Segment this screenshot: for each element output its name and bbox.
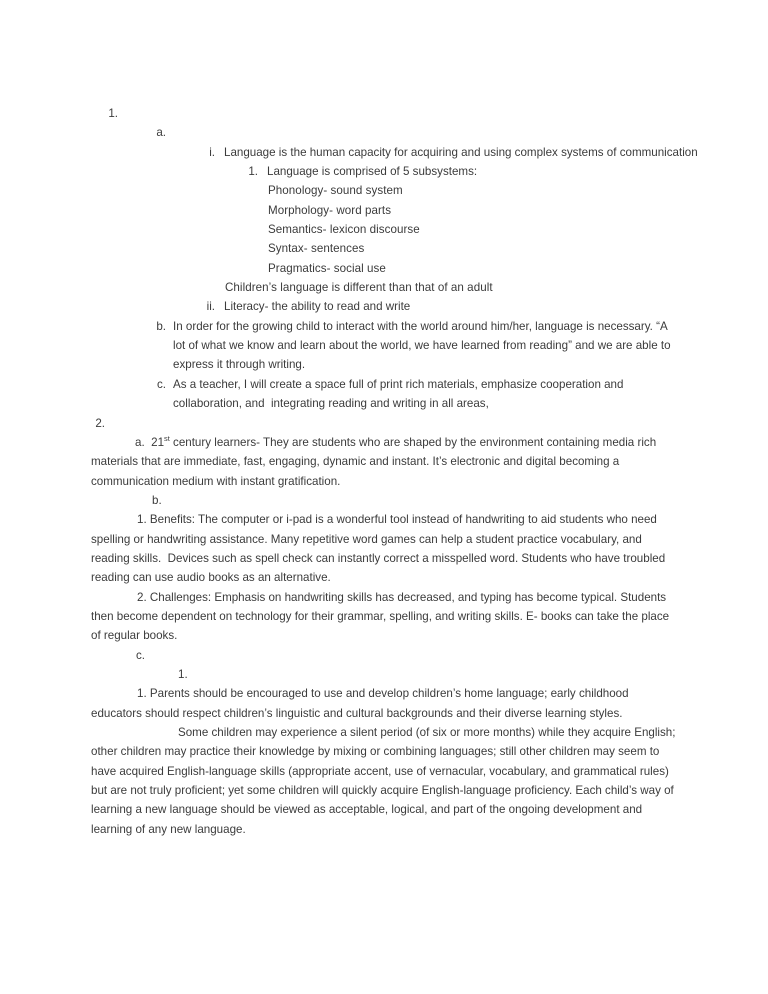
- outline-marker-2c: c.: [136, 648, 146, 662]
- outline-marker-1a-i-1: 1.: [248, 165, 258, 179]
- outline-item-1b: [152, 317, 768, 375]
- subsystem-morphology: Morphology- word parts: [268, 203, 392, 217]
- subsystem-phonology: Phonology- sound system: [268, 184, 403, 198]
- outline-item-1a: [152, 123, 768, 142]
- outline-marker-1a: a.: [156, 126, 166, 140]
- childrens-language-note: Children’s language is different than that of an adult: [225, 281, 493, 295]
- outline-marker-1a-i: i.: [209, 145, 215, 159]
- benefits-paragraph: 1. Benefits: The computer or i-pad is a wonderful tool instead of handwriting to aid students who need spelling or handwriting assistance. Many repetitive word games can help a student practice vocabulary, and reading skills. Devices such as spell check can instantly correct a misspelled word. Students who have troubled reading can use audio books as an alternative.: [91, 513, 669, 585]
- outline-item-1a-i-1: [244, 162, 768, 181]
- home-language-paragraph: 1. Parents should be encouraged to use and develop children’s home language; early childhood educators should respect children’s linguistic and cultural backgrounds and their diverse learning styles.: [91, 687, 632, 720]
- challenges-paragraph: 2. Challenges: Emphasis on handwriting skills has decreased, and typing has become typical. Students then become dependent on technology for their grammar, spelling, and writing skills. E- books can take the place of regular books.: [91, 590, 673, 643]
- subsystem-syntax: Syntax- sentences: [268, 242, 365, 256]
- outline-item-2a: [91, 433, 678, 491]
- outline-item-1c-text: As a teacher, I will create a space full of print rich materials, emphasize cooperation and collaboration, and integrating reading and writing in all areas,: [173, 377, 627, 411]
- outline-marker-1b: b.: [156, 319, 166, 333]
- outline-item-1b-text: In order for the growing child to interact with the world around him/her, language is necessary. “A lot of what we know and learn about the world, we have learned from reading” and we are able to express it through writing.: [173, 319, 674, 372]
- subsystem-pragmatics: Pragmatics- social use: [268, 261, 386, 275]
- outline-marker-1: 1.: [108, 107, 118, 120]
- outline-marker-1c: c.: [156, 377, 166, 391]
- outline-item-1a-i-text: Language is the human capacity for acquiring and using complex systems of communication: [224, 145, 698, 159]
- outline-item-1c: [152, 375, 768, 414]
- outline-item-2a-text: century learners- They are students who are shaped by the environment containing media rich materials that are immediate, fast, engaging, dynamic and instant. It’s electronic and digital becoming a communication medium with instant gratification.: [91, 435, 660, 488]
- outline-item-2a-number: 21: [151, 435, 165, 449]
- outline-marker-2a: a.: [135, 435, 145, 449]
- silent-period-paragraph: Some children may experience a silent period (of six or more months) while they acquire English; other children may practice their knowledge by mixing or combining languages; still other children may seem to have acquired English-language skills (appropriate accent, use of vernacular, vocabulary, and grammatical rules) but are not truly proficient; yet some children will quickly acquire English-language proficiency. Each child’s way of learning a new language should be viewed as acceptable, logical, and part of the ongoing development and learning of any new language.: [91, 726, 679, 836]
- outline-marker-1a-ii: ii.: [206, 300, 215, 314]
- document-body: [0, 104, 768, 839]
- subsystem-semantics: Semantics- lexicon discourse: [268, 223, 420, 237]
- ordinal-suffix-icon: st: [164, 433, 170, 443]
- outline-marker-2b: b.: [152, 493, 162, 507]
- outline-marker-2: 2.: [95, 416, 105, 430]
- outline-item-1a-i-1-text: Language is comprised of 5 subsystems:: [267, 165, 478, 179]
- outline-item-2: [91, 414, 768, 433]
- outline-item-1: [104, 104, 768, 123]
- outline-item-1a-i: [199, 143, 768, 162]
- outline-marker-2c-1: 1.: [178, 667, 188, 681]
- outline-item-1a-ii: [199, 297, 768, 316]
- outline-item-1a-ii-text: Literacy- the ability to read and write: [224, 300, 411, 314]
